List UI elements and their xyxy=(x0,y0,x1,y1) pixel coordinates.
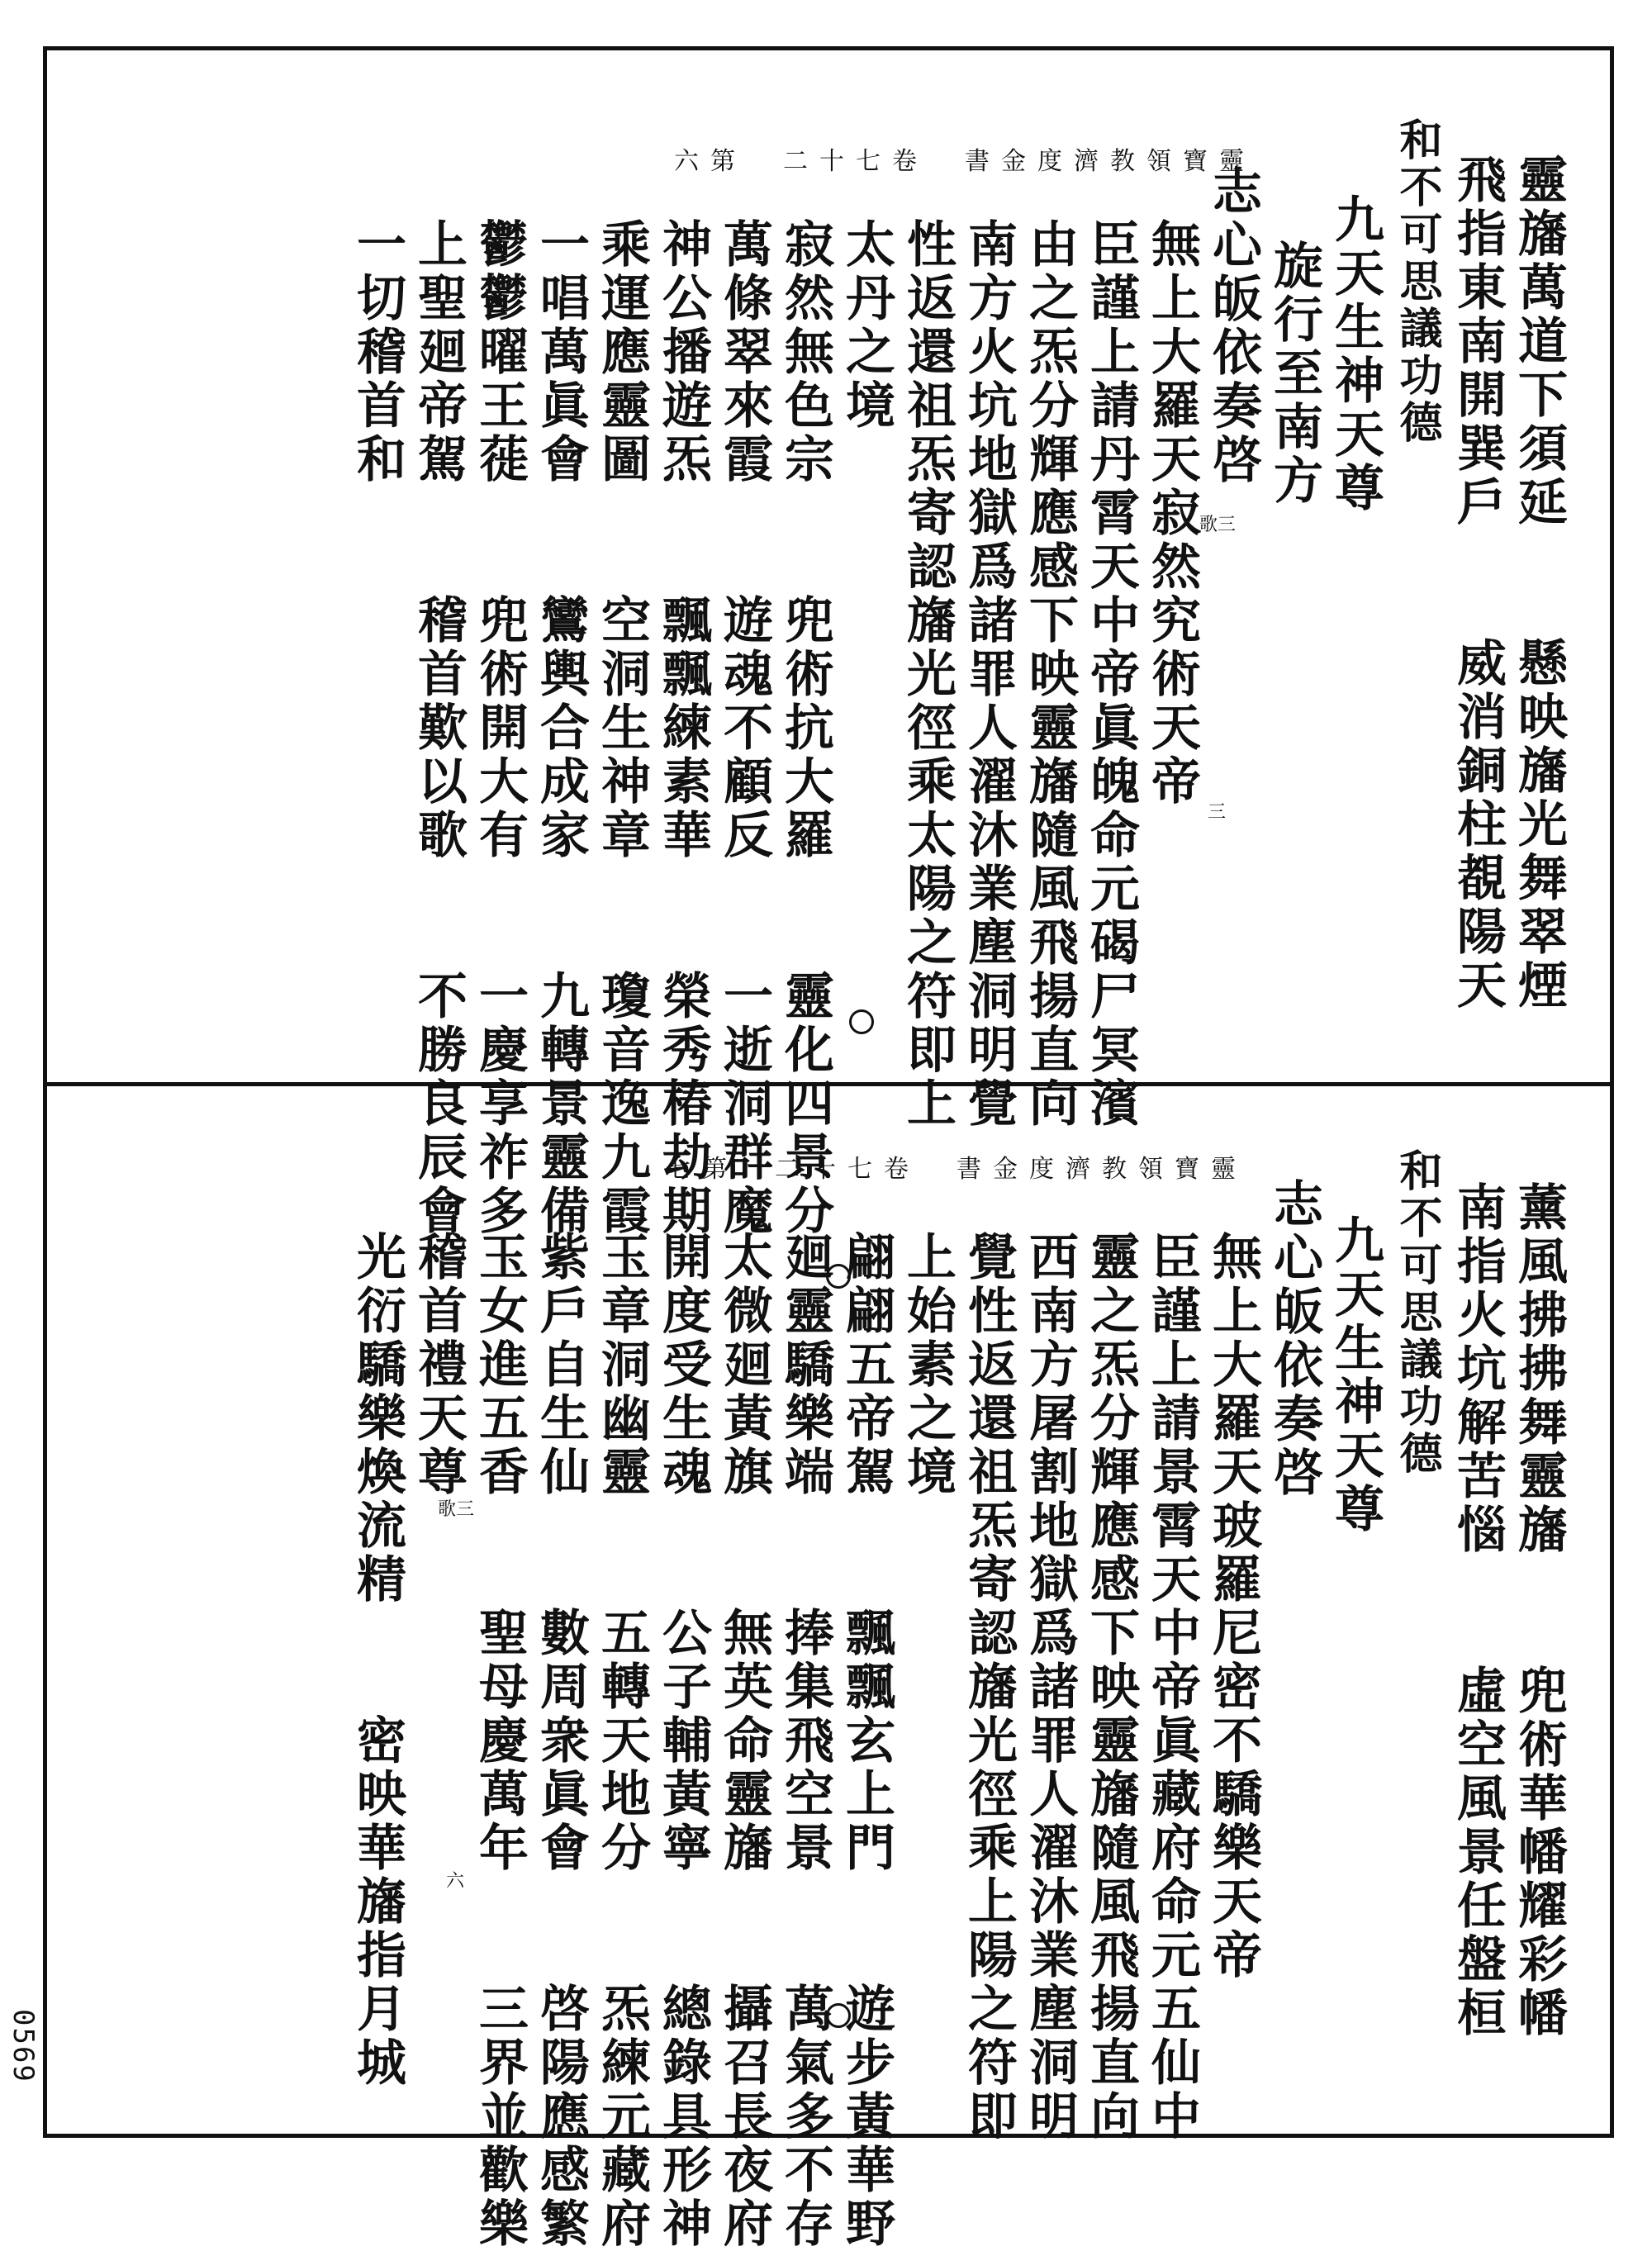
text-column: 一切稽首和 xyxy=(349,218,406,487)
text-column: 上聖廻帝駕 稽首歎以歌 不勝良辰會 xyxy=(410,218,468,1238)
margin-note: 三 xyxy=(1208,802,1227,823)
text-column: 南方火坑地獄爲諸罪人濯沐業塵洞明覺 xyxy=(960,218,1018,1131)
punctuation-circle xyxy=(849,1009,874,1034)
text-column: 性返還祖炁寄認旛光徑乘太陽之符即上 xyxy=(899,218,957,1131)
text-column: 太丹之境 xyxy=(838,218,895,433)
text-column: 稽首禮天尊 xyxy=(410,1231,468,1499)
text-column: 臣謹上請丹霄天中帝眞魄命元碣尸冥濱 xyxy=(1082,218,1140,1131)
text-column: 寂然無色宗 兜術抗大羅 靈化四景分 xyxy=(776,218,834,1238)
page-bottom xyxy=(83,1148,1635,2251)
text-column: 靈旛萬道下須延 懸映旛光舞翠煙 xyxy=(1510,154,1568,1013)
text-column: 南指火坑解苦惱 虛空風景任盤桓 xyxy=(1449,1181,1507,2040)
text-column: 無上大羅天玻羅尼密不驕樂天帝 xyxy=(1204,1231,1262,1983)
margin-note: 歌三 xyxy=(1199,515,1237,535)
text-column: 西南方屠割地獄爲諸罪人濯沐業塵洞明 xyxy=(1021,1231,1079,2144)
punctuation-circle xyxy=(826,2003,851,2028)
text-column: 九天生神天尊 xyxy=(1327,193,1384,515)
text-column: 翩翩五帝駕 飄飄玄上門 遊步黃華野 xyxy=(838,1231,895,2251)
text-column: 旋行至南方 xyxy=(1265,240,1323,508)
text-column: 由之炁分輝應感下映靈旛隨風飛揚直向 xyxy=(1021,218,1079,1131)
text-column: 志心皈依奏啓 xyxy=(1204,165,1262,487)
text-column: 玉章洞幽靈 五轉天地分 炁練元藏府 xyxy=(593,1231,651,2251)
margin-note: 六 xyxy=(446,1871,465,1892)
page-header: 靈寶領教濟度金書 卷七十二 第六 xyxy=(674,147,1256,176)
text-column: 紫戶自生仙 數周衆眞會 啓陽應感繁 xyxy=(532,1231,590,2251)
text-column: 太微廻黃旗 無英命靈旛 攝召長夜府 xyxy=(715,1231,773,2251)
text-column: 玉女進五香 聖母慶萬年 三界並歡樂 xyxy=(471,1231,529,2251)
text-column: 光衍驕樂煥流精 密映華旛指月城 xyxy=(349,1231,406,2090)
page-header: 靈寶領教濟度金書 卷七十二 第七 xyxy=(666,1155,1247,1184)
text-column: 無上大羅天寂然究術天帝 xyxy=(1143,218,1201,809)
text-column: 薰風拂拂舞靈旛 兜術華幡耀彩幡 xyxy=(1510,1181,1568,2040)
punctuation-circle xyxy=(826,1264,851,1289)
text-column: 飛指東南開巽戶 威消銅柱覩陽天 xyxy=(1449,154,1507,1013)
text-column: 神公播遊炁 飄飄練素華 榮秀椿劫期 xyxy=(654,218,712,1238)
text-column: 和不可思議功德 xyxy=(1392,1148,1442,1478)
text-column: 靈之炁分輝應感下映靈旛隨風飛揚直向 xyxy=(1082,1231,1140,2144)
text-column: 開度受生魂 公子輔黃寧 總錄具形神 xyxy=(654,1231,712,2251)
text-column: 志心皈依奏啓 xyxy=(1265,1178,1323,1500)
text-column: 萬條翠來霞 遊魂不顧反 一逝洞群魔 xyxy=(715,218,773,1238)
text-column: 乘運應靈圖 空洞生神章 瓊音逸九霞 xyxy=(593,218,651,1238)
margin-note: 歌三 xyxy=(438,1499,475,1520)
text-column: 廻靈驕樂端 捧集飛空景 萬氣多不存 xyxy=(776,1231,834,2251)
text-column: 和不可思議功德 xyxy=(1392,117,1442,447)
text-column: 覺性返還祖炁寄認旛光徑乘上陽之符即 xyxy=(960,1231,1018,2144)
text-column: 臣謹上請景霄天中帝眞藏府命元五仙中 xyxy=(1143,1231,1201,2144)
text-column: 一唱萬眞會 鸞輿合成家 九轉景靈備 xyxy=(532,218,590,1238)
text-column: 鬱鬱曜王蓰 兜術開大有 一慶享祚多 xyxy=(471,218,529,1238)
text-column: 九天生神天尊 xyxy=(1327,1214,1384,1536)
text-column: 上始素之境 xyxy=(899,1231,957,1499)
page-number: 0569 xyxy=(7,2009,40,2083)
